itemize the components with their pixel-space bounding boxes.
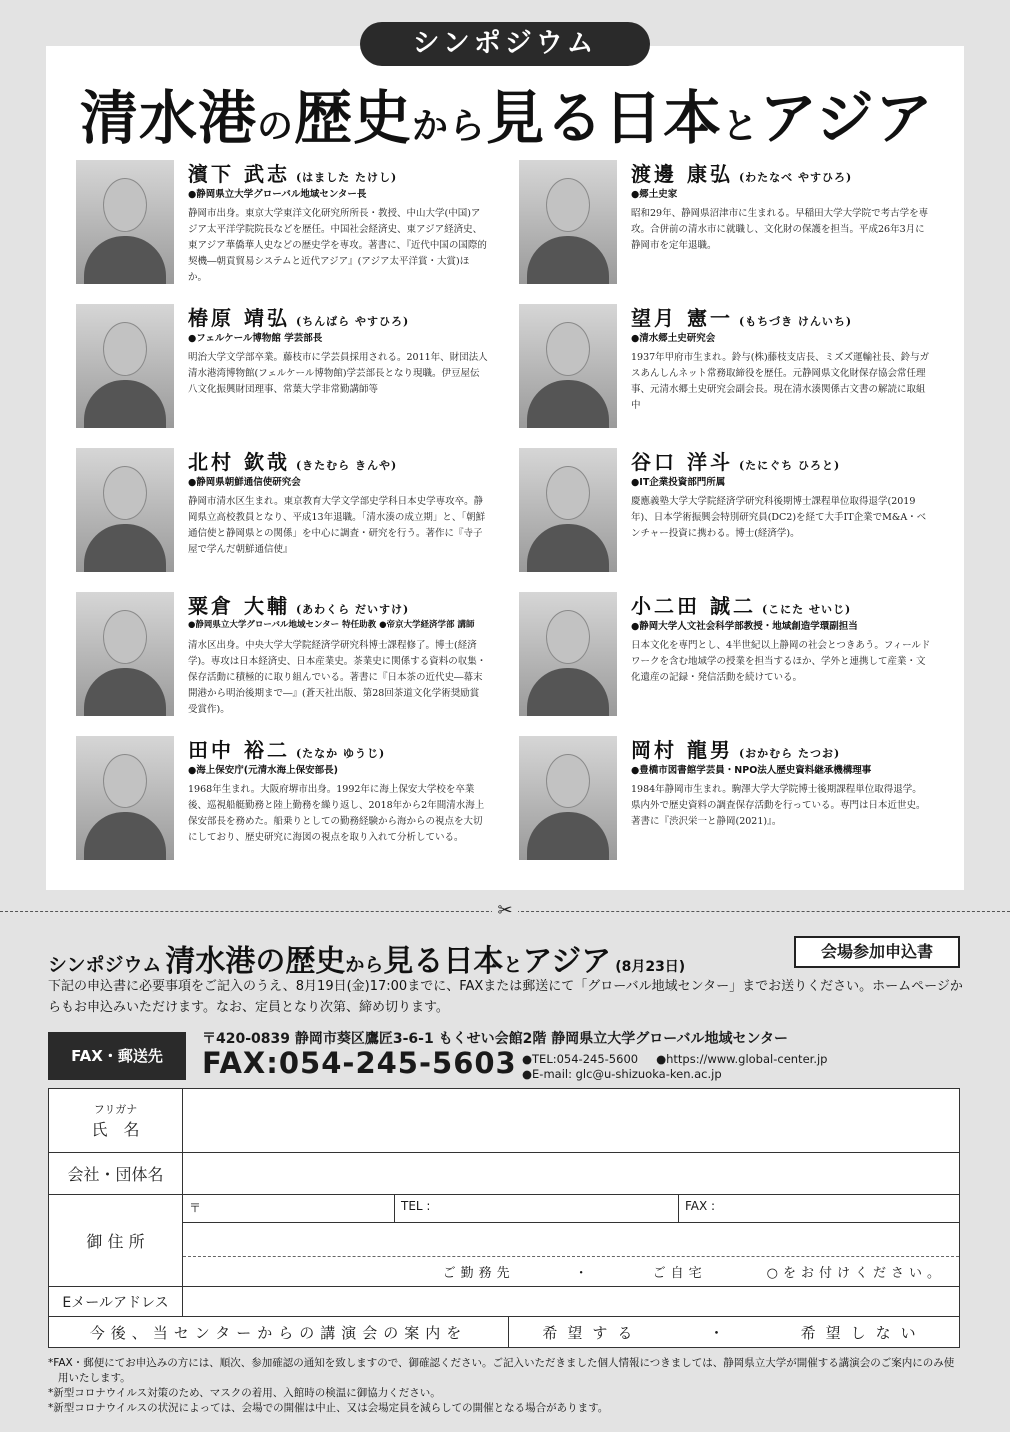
- notice-no-option[interactable]: 希望しない: [800, 1323, 926, 1342]
- email-field[interactable]: [183, 1287, 959, 1316]
- work-option[interactable]: ご勤務先: [442, 1265, 515, 1281]
- title-part: アジア: [759, 84, 934, 152]
- speaker-affiliation: ●フェルケール博物館 学芸部長: [188, 333, 323, 344]
- speaker-affiliation: ●静岡大学人文社会科学部教授・地域創造学環副担当: [631, 621, 858, 632]
- footnote: *新型コロナウイルス対策のため、マスクの着用、入館時の検温に御協力ください。: [48, 1387, 441, 1399]
- application-badge: 会場参加申込書: [794, 936, 960, 968]
- notice-yes-option[interactable]: 希望する: [542, 1323, 643, 1342]
- speaker-kana: (ちんばら やすひろ): [295, 315, 410, 328]
- company-field[interactable]: [183, 1153, 959, 1194]
- title-part: 見る日本: [486, 84, 723, 152]
- email-label: Eメールアドレス: [49, 1287, 183, 1316]
- speaker-affiliation: ●静岡県朝鮮通信使研究会: [188, 477, 301, 488]
- email-row: [49, 1287, 959, 1317]
- footnote: *新型コロナウイルスの状況によっては、会場での開催は中止、又は会場定員を減らしての開催となる場合があります。: [48, 1402, 609, 1414]
- speaker-kana: (もちづき けんいち): [738, 315, 853, 328]
- speaker-photo: [519, 304, 617, 428]
- speaker-affiliation: ●郷土史家: [631, 189, 678, 200]
- mailing-address: 〒420-0839 静岡市葵区鷹匠3-6-1 もくせい会館2階 静岡県立大学グローバル地域センター: [202, 1031, 788, 1047]
- form-date: (8月23日): [615, 959, 686, 975]
- speaker-kana: (あわくら だいすけ): [295, 603, 410, 616]
- speaker-name: 小二田 誠二: [631, 594, 756, 618]
- form-title-part: アジア: [522, 944, 612, 979]
- form-title: [48, 936, 685, 980]
- speaker-photo: [76, 304, 174, 428]
- contact-info: [522, 1052, 845, 1082]
- name-label: 氏 名: [91, 1120, 140, 1139]
- scissors-icon: ✂: [492, 900, 518, 922]
- speaker-photo: [519, 736, 617, 860]
- option-separator: ・: [574, 1265, 593, 1281]
- speaker-name: 田中 裕二: [188, 738, 290, 762]
- speaker-affiliation: ●静岡県立大学グローバル地域センター 特任助教 ●帝京大学経済学部 講師: [188, 620, 475, 630]
- address-field[interactable]: [183, 1223, 959, 1257]
- speaker-card: [519, 160, 929, 300]
- address-label: 御 住 所: [49, 1195, 183, 1286]
- fax-number: FAX:054-245-5603: [202, 1046, 517, 1080]
- tel-text: ●TEL:054-245-5600: [522, 1052, 639, 1066]
- speaker-name: 粟倉 大輔: [188, 594, 290, 618]
- speaker-bio: 静岡市出身。東京大学東洋文化研究所所長・教授、中山大学(中国)アジア太平洋学院院長などを歴任。中国社会経済史、東アジア経済史、東アジア華僑華人史などの歴史学を専攻。著書に、『近代中国の国際的契機―朝貢貿易システムと近代アジア』(アジア太平洋賞・大賞)ほか。: [188, 208, 487, 283]
- speaker-bio: 清水区出身。中央大学大学院経済学研究科博士課程修了。博士(経済学)。専攻は日本経済史、日本産業史。茶業史に関係する資料の収集・保存活動に積極的に取り組んでいる。著書に『日本茶の近代史―幕末開港から明治後期まで―』(蒼天社出版、第28回茶道文化学術奨励賞受賞作)。: [188, 640, 487, 715]
- fax-mail-label: FAX・郵送先: [48, 1032, 186, 1080]
- symposium-label: シンポジウム: [360, 22, 650, 66]
- title-part: の: [257, 105, 295, 147]
- speaker-name: 椿原 靖弘: [188, 306, 290, 330]
- speaker-card: [519, 592, 929, 732]
- title-part: から: [412, 105, 487, 147]
- circle-instruction: ○をお付けください。: [766, 1265, 945, 1281]
- speaker-affiliation: ●海上保安庁(元清水海上保安部長): [188, 765, 338, 776]
- speaker-name: 濱下 武志: [188, 162, 290, 186]
- name-row: [49, 1089, 959, 1153]
- form-title-part: と: [503, 954, 523, 976]
- speaker-bio: 明治大学文学部卒業。藤枝市に学芸員採用される。2011年、財団法人清水港湾博物館(フェルケール博物館)学芸部長となり現職。伊豆屋伝八文化振興財団理事、常葉大学非常勤講師等: [188, 352, 488, 395]
- speaker-name: 岡村 龍男: [631, 738, 733, 762]
- speaker-photo: [519, 592, 617, 716]
- speaker-card: [519, 304, 929, 444]
- speaker-bio: 昭和29年、静岡県沼津市に生まれる。早稲田大学大学院で考古学を専攻。合併前の清水市に就職し、文化財の保護を担当。平成26年3月に静岡市を定年退職。: [631, 208, 929, 251]
- home-option[interactable]: ご自宅: [652, 1265, 707, 1281]
- speaker-kana: (はました たけし): [295, 171, 398, 184]
- speaker-kana: (こにた せいじ): [761, 603, 852, 616]
- address-type-options: [183, 1257, 959, 1285]
- speaker-photo: [76, 592, 174, 716]
- speaker-bio: 静岡市清水区生まれ。東京教育大学文学部史学科日本史学専攻卒。静岡県立高校教員となり、平成13年退職。「清水湊の成立期」と、「朝鮮通信使と静岡県との関係」を中心に調査・研究を行う。著作に『寺子屋で学んだ朝鮮通信使』: [188, 496, 486, 555]
- company-row: [49, 1153, 959, 1195]
- form-title-part: から: [345, 954, 384, 976]
- title-part: 清水港: [80, 84, 258, 152]
- instructions: 下記の申込書に必要事項をご記入のうえ、8月19日(金)17:00までに、FAXまたは郵送にて「グローバル地域センター」までお送りください。ホームページからもお申込みいただけます。なお、定員となり次第、締め切ります。: [48, 979, 963, 1015]
- postal-code-field[interactable]: 〒: [183, 1195, 395, 1222]
- address-row: [49, 1195, 959, 1287]
- speaker-kana: (たにぐち ひろと): [738, 459, 841, 472]
- speaker-card: [76, 736, 486, 876]
- speaker-card: [519, 736, 929, 876]
- speaker-card: [76, 448, 486, 588]
- speaker-card: [519, 448, 929, 588]
- option-separator: ・: [708, 1323, 734, 1342]
- speaker-photo: [519, 160, 617, 284]
- footnotes: [48, 1356, 964, 1416]
- speaker-bio: 1984年静岡市生まれ。駒澤大学大学院博士後期課程単位取得退学。県内外で歴史資料の調査保存活動を行っている。専門は日本近世史。著書に『渋沢栄一と静岡(2021)』。: [631, 784, 926, 827]
- speaker-kana: (きたむら きんや): [295, 459, 398, 472]
- speaker-name: 望月 憲一: [631, 306, 733, 330]
- speaker-photo: [76, 736, 174, 860]
- speaker-kana: (わたなべ やすひろ): [738, 171, 853, 184]
- speaker-kana: (たなか ゆうじ): [295, 747, 386, 760]
- speaker-card: [76, 304, 486, 444]
- speaker-kana: (おかむら たつお): [738, 747, 841, 760]
- speaker-photo: [76, 448, 174, 572]
- speaker-name: 渡邊 康弘: [631, 162, 733, 186]
- speaker-bio: 慶應義塾大学大学院経済学研究科後期博士課程単位取得退学(2019年)、日本学術振興会特別研究員(DC2)を経て大手IT企業でM&A・ベンチャー投資に携わる。博士(経済学)。: [631, 496, 927, 539]
- title-part: と: [722, 105, 760, 147]
- speaker-card: [76, 592, 486, 732]
- email-text[interactable]: ●E-mail: glc@u-shizuoka-ken.ac.jp: [522, 1067, 722, 1081]
- fax-field[interactable]: FAX :: [685, 1199, 716, 1213]
- speaker-photo: [76, 160, 174, 284]
- speaker-affiliation: ●IT企業投資部門所属: [631, 477, 726, 488]
- speaker-bio: 1937年甲府市生まれ。鈴与(株)藤枝支店長、ミズズ運輸社長、鈴与ガスあんしんネット常務取締役を歴任。元静岡県文化財保存協会常任理事、元清水郷土史研究会副会長。現在清水湊関係古文書の解読に取組中: [631, 352, 930, 411]
- notice-row: [49, 1317, 959, 1347]
- speaker-affiliation: ●豊橋市図書館学芸員・NPO法人歴史資料継承機構理事: [631, 765, 872, 776]
- speaker-name: 谷口 洋斗: [631, 450, 733, 474]
- speaker-card: [76, 160, 486, 300]
- footnote: *FAX・郵便にてお申込みの方には、順次、参加確認の通知を致しますので、御確認ください。ご記入いただきました個人情報につきましては、静岡県立大学が開催する講演会のご案内にのみ使用いたします。: [48, 1357, 955, 1384]
- notice-question: 今後、当センターからの講演会の案内を: [49, 1317, 509, 1347]
- speaker-name: 北村 欽哉: [188, 450, 290, 474]
- speaker-bio: 1968年生まれ。大阪府堺市出身。1992年に海上保安大学校を卒業後、巡視船艇勤務と陸上勤務を繰り返し、2018年から2年間清水海上保安部長を務めた。船乗りとしての勤務経験から海からの視点を大切にしており、歴史研究に海図の視点を取り入れて分析している。: [188, 784, 485, 843]
- furigana-label: フリガナ: [93, 1103, 138, 1116]
- speaker-photo: [519, 448, 617, 572]
- speaker-affiliation: ●静岡県立大学グローバル地域センター長: [188, 189, 367, 200]
- title-part: 歴史: [294, 84, 413, 152]
- tel-field[interactable]: TEL :: [395, 1195, 679, 1222]
- form-title-part: 清水港の歴史: [165, 944, 346, 979]
- company-label: 会社・団体名: [49, 1153, 183, 1194]
- name-field[interactable]: [183, 1089, 959, 1152]
- form-title-prefix: シンポジウム: [48, 954, 162, 976]
- website-link[interactable]: ●https://www.global-center.jp: [656, 1052, 828, 1066]
- main-title: [80, 78, 934, 158]
- speaker-bio: 日本文化を専門とし、4半世紀以上静岡の社会とつきあう。フィールドワークを含む地域学の授業を担当するほか、学外と連携して産業・文化遺産の記録・発信活動を続けている。: [631, 640, 931, 683]
- application-form: [48, 1088, 960, 1348]
- form-title-part: 見る日本: [383, 944, 504, 979]
- speaker-affiliation: ●清水郷土史研究会: [631, 333, 716, 344]
